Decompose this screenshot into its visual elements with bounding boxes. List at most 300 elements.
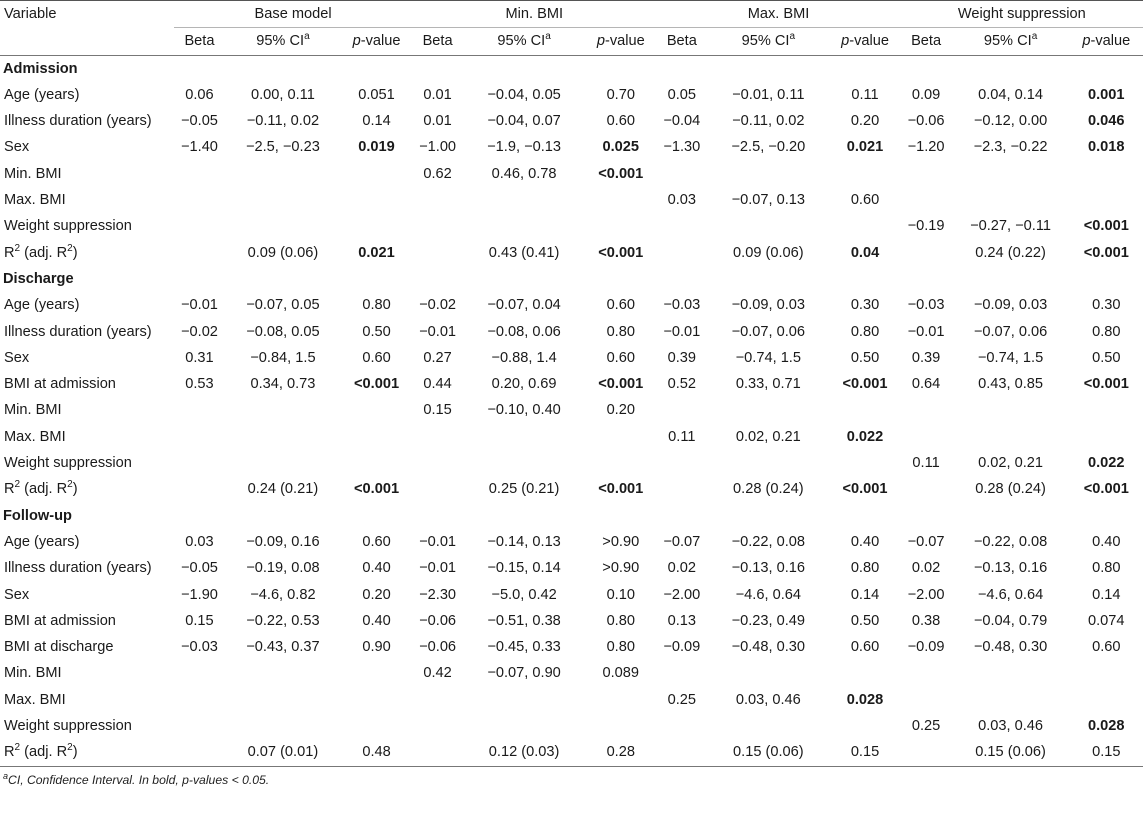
footnote-text: CI, Confidence Interval. In bold, p-values < 0.05.: [8, 772, 270, 787]
beta-cell: 0.44: [423, 376, 452, 393]
beta-cell: −0.09: [907, 639, 945, 656]
table-row: [0, 213, 1143, 239]
ci-cell: −2.5, −0.23: [245, 139, 320, 156]
table-row: [0, 582, 1143, 608]
variable-label: Min. BMI: [4, 165, 62, 182]
ci-cell: [952, 687, 1070, 713]
p-value-cell: [341, 213, 412, 239]
table-row: [0, 450, 1143, 476]
p-value-cell: 0.60: [1092, 639, 1121, 656]
p-value-cell: [1070, 660, 1143, 686]
beta-cell: −0.01: [419, 533, 457, 550]
table-row: [0, 134, 1143, 160]
beta-cell: −0.05: [181, 113, 218, 130]
variable-label: Min. BMI: [4, 402, 62, 419]
p-value-cell: 0.10: [606, 586, 635, 603]
group-header-min-bmi: Min. BMI: [412, 1, 656, 28]
variable-label: Illness duration (years): [4, 323, 152, 340]
beta-cell: −0.05: [181, 560, 218, 577]
ci-cell: −0.88, 1.4: [491, 349, 557, 366]
beta-cell: −2.00: [663, 586, 701, 603]
ci-cell: −4.6, 0.82: [250, 586, 316, 603]
beta-cell: −0.03: [181, 639, 218, 656]
ci-cell: 0.25 (0.21): [488, 481, 560, 498]
p-value-cell: 0.022: [1088, 455, 1125, 472]
beta-cell: 0.06: [185, 86, 214, 103]
beta-cell: [656, 240, 707, 266]
beta-cell: −0.03: [663, 297, 701, 314]
p-value-cell: 0.20: [362, 586, 391, 603]
p-value-cell: 0.60: [606, 349, 635, 366]
ci-cell: −0.10, 0.40: [487, 402, 561, 419]
p-value-cell: 0.90: [362, 639, 391, 656]
beta-cell: 0.05: [667, 86, 697, 103]
variable-label: Max. BMI: [4, 192, 66, 209]
ci-cell: −0.04, 0.07: [487, 113, 561, 130]
p-value-cell: 0.80: [1092, 323, 1121, 340]
p-value-header: [341, 28, 412, 55]
ci-cell: −0.13, 0.16: [973, 560, 1048, 577]
p-value-cell: [829, 397, 900, 423]
beta-cell: [656, 660, 707, 686]
p-value-cell: 0.30: [850, 297, 880, 314]
table-row: [0, 634, 1143, 660]
variable-label: Max. BMI: [4, 428, 66, 445]
p-value-cell: 0.11: [851, 86, 879, 103]
beta-cell: [412, 187, 463, 213]
group-header-base-model: Base model: [174, 1, 412, 28]
ci-cell: [225, 397, 341, 423]
beta-cell: −0.01: [181, 297, 218, 314]
beta-cell: [412, 476, 463, 502]
ci-cell: [952, 187, 1070, 213]
beta-cell: −2.30: [419, 586, 457, 603]
ci-cell: −0.48, 0.30: [973, 639, 1048, 656]
p-value-cell: [829, 161, 900, 187]
p-value-cell: [341, 713, 412, 739]
ci-cell: [463, 687, 585, 713]
p-value-cell: 0.48: [341, 739, 412, 766]
p-value-header-rest: -value: [604, 33, 645, 50]
p-value-cell: 0.40: [362, 560, 391, 577]
ci-cell: −0.13, 0.16: [731, 560, 806, 577]
ci-cell: −0.04, 0.79: [973, 612, 1048, 629]
p-value-cell: [829, 450, 900, 476]
ci-cell: −0.22, 0.53: [246, 612, 320, 629]
ci-footnote-marker: a: [789, 31, 796, 43]
beta-cell: [656, 161, 707, 187]
variable-label: Sex: [4, 586, 30, 603]
section-row: [0, 503, 1143, 529]
beta-cell: 0.03: [185, 533, 214, 550]
p-value-cell: 0.60: [850, 639, 880, 656]
ci-cell: [707, 213, 829, 239]
beta-cell: [174, 424, 225, 450]
ci-cell: 0.12 (0.03): [463, 739, 585, 766]
ci-cell: [463, 450, 585, 476]
p-value-cell: 0.001: [1088, 86, 1125, 103]
beta-cell: 0.15: [185, 612, 214, 629]
p-value-cell: <0.001: [354, 376, 400, 393]
beta-cell: [412, 739, 463, 766]
p-value-header: [585, 28, 656, 55]
ci-cell: [707, 161, 829, 187]
variable-label: Max. BMI: [4, 691, 66, 708]
beta-cell: [412, 424, 463, 450]
ci-cell: −0.08, 0.06: [487, 323, 561, 340]
ci-cell: 0.03, 0.46: [735, 691, 801, 708]
ci-header-text: 95% CI: [497, 33, 546, 50]
p-value-cell: 0.40: [850, 533, 880, 550]
beta-cell: [174, 187, 225, 213]
p-value-cell: 0.80: [850, 323, 880, 340]
p-value-cell: [1070, 687, 1143, 713]
beta-cell: [656, 450, 707, 476]
beta-cell: 0.39: [667, 349, 697, 366]
beta-cell: −0.02: [181, 323, 218, 340]
p-value-cell: [1070, 187, 1143, 213]
ci-cell: −0.01, 0.11: [732, 86, 805, 103]
table-row: [0, 371, 1143, 397]
section-row: [0, 266, 1143, 292]
ci-header: [952, 28, 1070, 55]
ci-cell: 0.43, 0.85: [978, 376, 1043, 393]
p-value-cell: [1070, 424, 1143, 450]
p-value-cell: [341, 660, 412, 686]
beta-cell: −0.07: [907, 533, 945, 550]
ci-cell: −0.48, 0.30: [731, 639, 806, 656]
ci-cell: [463, 213, 585, 239]
ci-cell: −0.07, 0.04: [487, 297, 561, 314]
p-value-cell: [341, 397, 412, 423]
beta-cell: 0.02: [667, 560, 697, 577]
p-value-header-p: p: [1082, 33, 1091, 50]
ci-cell: [952, 660, 1070, 686]
beta-cell: [412, 240, 463, 266]
beta-cell: [174, 713, 225, 739]
p-value-cell: [341, 161, 412, 187]
variable-label: Weight suppression: [4, 218, 132, 235]
section-title: Admission: [3, 60, 78, 77]
beta-cell: [656, 476, 707, 502]
ci-cell: 0.28 (0.24): [975, 481, 1046, 498]
beta-cell: [412, 213, 463, 239]
ci-cell: −0.04, 0.05: [487, 86, 561, 103]
ci-cell: [952, 161, 1070, 187]
p-value-cell: 0.20: [850, 113, 880, 130]
ci-footnote-marker: a: [1031, 31, 1038, 43]
ci-cell: −0.23, 0.49: [731, 612, 806, 629]
variable-label: $R^2$ (adj. $R^2$): [4, 479, 78, 498]
table-row: [0, 713, 1143, 739]
beta-cell: 0.11: [912, 455, 940, 472]
ci-cell: −5.0, 0.42: [491, 586, 557, 603]
p-value-cell: [585, 424, 656, 450]
beta-cell: 0.53: [185, 376, 214, 393]
table-row: [0, 608, 1143, 634]
group-header-max-bmi: Max. BMI: [656, 1, 900, 28]
variable-label: Age (years): [4, 533, 80, 550]
p-value-cell: 0.50: [850, 349, 880, 366]
variable-subheader: [0, 28, 174, 55]
beta-cell: 0.25: [911, 718, 941, 735]
table-row: [0, 345, 1143, 371]
ci-cell: −2.5, −0.20: [731, 139, 806, 156]
beta-cell: [656, 397, 707, 423]
ci-cell: [952, 424, 1070, 450]
ci-cell: 0.24 (0.22): [975, 244, 1046, 261]
ci-cell: −0.07, 0.13: [731, 192, 806, 209]
p-value-cell: 0.022: [846, 428, 884, 445]
ci-cell: [463, 187, 585, 213]
variable-label: Age (years): [4, 86, 80, 103]
beta-cell: [174, 476, 225, 502]
beta-cell: 0.15: [423, 402, 452, 419]
table-row: [0, 397, 1143, 423]
ci-header: [225, 28, 341, 55]
ci-cell: −0.07, 0.06: [731, 323, 806, 340]
beta-cell: −1.40: [181, 139, 218, 156]
group-header-weight-suppression: Weight suppression: [901, 1, 1143, 28]
beta-cell: 0.01: [423, 113, 452, 130]
ci-cell: [707, 713, 829, 739]
ci-cell: 0.09 (0.06): [247, 244, 319, 261]
beta-cell: [174, 450, 225, 476]
beta-header: Beta: [901, 28, 952, 55]
variable-label: BMI at admission: [4, 612, 116, 629]
ci-cell: [707, 660, 829, 686]
beta-cell: [901, 476, 952, 502]
beta-cell: [656, 213, 707, 239]
beta-cell: [656, 739, 707, 766]
beta-cell: 0.64: [911, 376, 941, 393]
table-row: [0, 687, 1143, 713]
p-value-cell: 0.28: [585, 739, 656, 766]
ci-cell: −0.07, 0.90: [487, 665, 561, 682]
ci-cell: 0.09 (0.06): [733, 244, 804, 261]
table-row: [0, 555, 1143, 581]
p-value-cell: 0.80: [606, 612, 635, 629]
ci-cell: 0.03, 0.46: [978, 718, 1043, 735]
p-value-cell: <0.001: [598, 165, 644, 182]
p-value-cell: 0.019: [358, 139, 395, 156]
variable-label: Illness duration (years): [4, 113, 152, 130]
p-value-cell: <0.001: [842, 376, 888, 393]
p-value-header-p: p: [352, 33, 361, 50]
footnote-marker: a: [3, 770, 9, 781]
ci-cell: [225, 713, 341, 739]
beta-cell: −0.09: [663, 639, 701, 656]
beta-cell: 0.31: [185, 349, 214, 366]
p-value-cell: [341, 450, 412, 476]
ci-cell: 0.07 (0.01): [225, 739, 341, 766]
ci-cell: [463, 424, 585, 450]
beta-cell: [174, 161, 225, 187]
p-value-cell: 0.50: [1092, 349, 1121, 366]
beta-header: Beta: [412, 28, 463, 55]
beta-cell: [901, 424, 952, 450]
variable-label: Min. BMI: [4, 665, 62, 682]
beta-cell: 0.09: [911, 86, 941, 103]
table-row: [0, 476, 1143, 502]
ci-cell: −0.11, 0.02: [732, 113, 805, 130]
ci-cell: −0.09, 0.03: [731, 297, 806, 314]
ci-cell: −0.07, 0.05: [246, 297, 320, 314]
beta-cell: 0.42: [423, 665, 452, 682]
variable-label: BMI at admission: [4, 376, 116, 393]
beta-cell: −0.01: [419, 560, 457, 577]
p-value-cell: [829, 213, 900, 239]
beta-cell: 0.52: [667, 376, 697, 393]
beta-header: Beta: [656, 28, 707, 55]
ci-cell: [225, 687, 341, 713]
ci-cell: −0.11, 0.02: [246, 113, 320, 130]
section-title: Discharge: [3, 270, 74, 287]
beta-cell: −1.20: [907, 139, 945, 156]
ci-cell: −0.45, 0.33: [487, 639, 561, 656]
ci-cell: −0.27, −0.11: [970, 218, 1051, 235]
ci-cell: −1.9, −0.13: [487, 139, 562, 156]
beta-cell: −0.06: [419, 612, 457, 629]
beta-cell: 0.11: [668, 428, 696, 445]
table-row: [0, 108, 1143, 134]
beta-cell: 0.03: [667, 192, 697, 209]
ci-cell: −0.09, 0.03: [973, 297, 1048, 314]
p-value-cell: 0.074: [1088, 612, 1125, 629]
p-value-cell: <0.001: [1083, 376, 1129, 393]
ci-header: [707, 28, 829, 55]
ci-header-text: 95% CI: [983, 33, 1032, 50]
table-row: [0, 82, 1143, 108]
beta-cell: 0.01: [423, 86, 452, 103]
ci-cell: −0.14, 0.13: [487, 533, 561, 550]
p-value-cell: 0.20: [606, 402, 635, 419]
p-value-cell: [829, 660, 900, 686]
p-value-cell: 0.021: [358, 244, 395, 261]
p-value-header-p: p: [596, 33, 605, 50]
table-row: [0, 292, 1143, 318]
p-value-cell: 0.14: [1092, 586, 1121, 603]
table-row: [0, 660, 1143, 686]
p-value-header-rest: -value: [849, 33, 889, 50]
p-value-cell: 0.04: [850, 244, 880, 261]
p-value-cell: 0.028: [846, 691, 884, 708]
beta-cell: −0.07: [663, 533, 701, 550]
ci-cell: −0.74, 1.5: [977, 349, 1044, 366]
ci-cell: [707, 450, 829, 476]
beta-cell: 0.62: [423, 165, 452, 182]
ci-header: [463, 28, 585, 55]
p-value-cell: [341, 187, 412, 213]
table-row: [0, 161, 1143, 187]
p-value-cell: >0.90: [602, 533, 640, 550]
p-value-header: [829, 28, 900, 55]
p-value-cell: [585, 713, 656, 739]
p-value-cell: 0.14: [850, 586, 880, 603]
p-value-cell: 0.028: [1088, 718, 1125, 735]
ci-footnote-marker: a: [545, 31, 551, 43]
beta-cell: [901, 687, 952, 713]
ci-cell: 0.46, 0.78: [491, 165, 557, 182]
beta-cell: −0.01: [907, 323, 945, 340]
variable-header: Variable: [0, 1, 174, 28]
variable-label: Age (years): [4, 297, 80, 314]
ci-header-text: 95% CI: [741, 33, 790, 50]
table-row: [0, 187, 1143, 213]
p-value-cell: <0.001: [354, 481, 400, 498]
p-value-cell: 0.80: [362, 297, 391, 314]
ci-cell: −4.6, 0.64: [977, 586, 1044, 603]
variable-label: Weight suppression: [4, 718, 132, 735]
p-value-cell: 0.40: [1092, 533, 1121, 550]
beta-cell: 0.25: [667, 691, 697, 708]
variable-label: Weight suppression: [4, 455, 132, 472]
p-value-cell: 0.60: [362, 533, 391, 550]
p-value-cell: <0.001: [1083, 481, 1129, 498]
beta-cell: [901, 660, 952, 686]
beta-cell: [901, 187, 952, 213]
p-value-cell: 0.021: [846, 139, 884, 156]
beta-cell: [174, 213, 225, 239]
p-value-cell: 0.70: [606, 86, 635, 103]
p-value-cell: 0.15: [1070, 739, 1143, 766]
p-value-cell: 0.50: [362, 323, 391, 340]
p-value-cell: 0.14: [362, 113, 391, 130]
p-value-cell: <0.001: [598, 244, 644, 261]
p-value-cell: 0.025: [602, 139, 640, 156]
p-value-cell: 0.60: [606, 297, 635, 314]
ci-cell: −0.19, 0.08: [246, 560, 320, 577]
ci-cell: [225, 660, 341, 686]
p-value-cell: <0.001: [598, 376, 644, 393]
beta-cell: −0.04: [663, 113, 701, 130]
p-value-cell: [341, 687, 412, 713]
beta-cell: −0.02: [419, 297, 457, 314]
p-value-cell: 0.50: [850, 612, 880, 629]
ci-cell: [463, 713, 585, 739]
beta-cell: −2.00: [907, 586, 945, 603]
beta-cell: [174, 397, 225, 423]
beta-cell: 0.13: [667, 612, 697, 629]
p-value-cell: 0.80: [850, 560, 880, 577]
beta-cell: −0.06: [419, 639, 457, 656]
table-header: [0, 1, 1143, 56]
p-value-cell: 0.30: [1092, 297, 1121, 314]
p-value-cell: 0.15: [829, 739, 900, 766]
ci-cell: 0.43 (0.41): [488, 244, 560, 261]
ci-cell: −0.74, 1.5: [735, 349, 801, 366]
ci-cell: 0.20, 0.69: [491, 376, 557, 393]
table-row: [0, 319, 1143, 345]
p-value-cell: [585, 213, 656, 239]
ci-cell: −0.51, 0.38: [487, 612, 561, 629]
variable-label: $R^2$ (adj. $R^2$): [0, 739, 174, 766]
table-row: [0, 424, 1143, 450]
beta-cell: −1.00: [419, 139, 457, 156]
p-value-header: [1070, 28, 1143, 55]
table-row: [0, 529, 1143, 555]
beta-cell: 0.02: [911, 560, 941, 577]
p-value-header-p: p: [841, 33, 850, 50]
p-value-cell: 0.80: [606, 639, 635, 656]
ci-header-text: 95% CI: [256, 33, 305, 50]
p-value-cell: [829, 713, 900, 739]
variable-label: Sex: [4, 349, 30, 366]
ci-cell: −0.22, 0.08: [731, 533, 806, 550]
beta-cell: [412, 687, 463, 713]
table-row: [0, 739, 1143, 766]
beta-cell: [656, 713, 707, 739]
